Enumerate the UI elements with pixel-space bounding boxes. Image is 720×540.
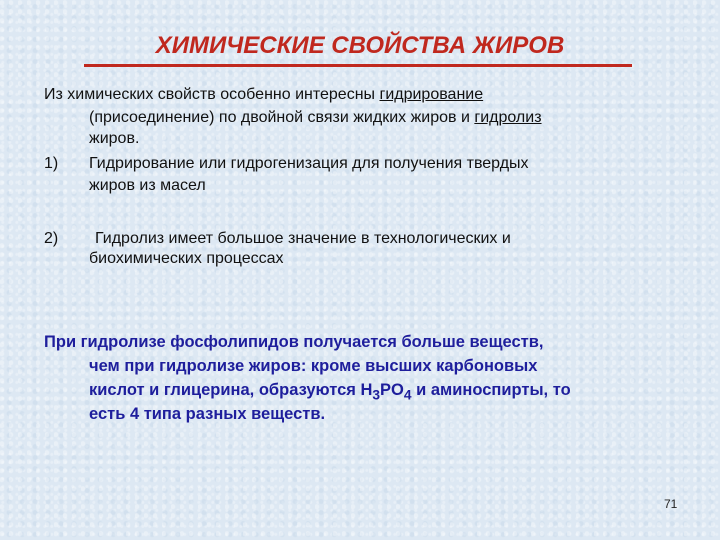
slide-title: ХИМИЧЕСКИЕ СВОЙСТВА ЖИРОВ: [155, 32, 565, 59]
highlight-text: и аминоспирты, то: [411, 381, 571, 399]
list-item-line: жиров из масел: [89, 177, 206, 194]
intro-line-3: жиров.: [89, 130, 140, 147]
title-underline: [84, 64, 632, 67]
highlight-text: PO: [380, 381, 404, 399]
list-item-number: 2): [44, 230, 59, 247]
list-item-line: Гидролиз имеет большое значение в технологических и: [95, 230, 511, 247]
list-item-line: биохимических процессах: [89, 250, 284, 267]
highlight-line: есть 4 типа разных веществ.: [89, 405, 326, 423]
intro-line-1: [44, 84, 483, 105]
list-item-line: Гидрирование или гидрогенизация для получения твердых: [89, 155, 529, 172]
highlight-line: [89, 380, 571, 405]
intro-text: (присоединение) по двойной связи жидких жиров и: [89, 109, 475, 126]
page-number: 71: [664, 497, 678, 511]
intro-line-2: [89, 107, 542, 128]
term-hydrolysis: гидролиз: [474, 109, 542, 126]
subscript: 3: [372, 387, 381, 403]
highlight-line: чем при гидролизе жиров: кроме высших карбоновых: [89, 357, 538, 375]
list-item-number: 1): [44, 155, 59, 172]
highlight-line: При гидролизе фосфолипидов получается больше веществ,: [44, 333, 544, 351]
subscript: 4: [403, 387, 412, 403]
term-hydrogenation: гидрирование: [379, 86, 484, 103]
highlight-text: кислот и глицерина, образуются H: [89, 381, 373, 399]
intro-text: Из химических свойств особенно интересны: [44, 86, 380, 103]
